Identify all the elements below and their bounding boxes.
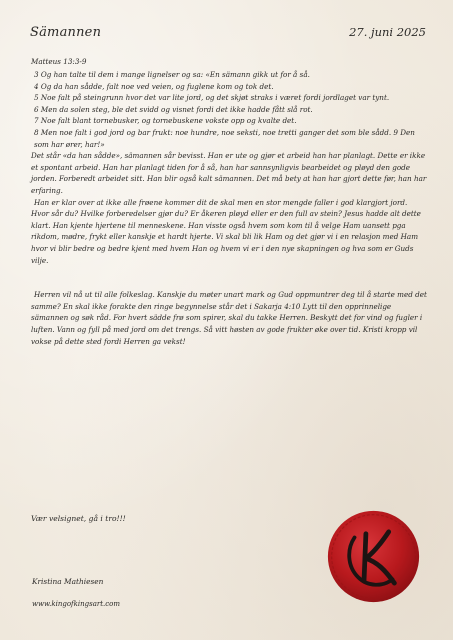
paragraph-3: Herren vil nå ut til alle folkeslag. Kanskje du møter unart mark og Gud oppmuntrer deg til å starte med det samme? En skal ikke forakte den ringe begynnelse står det i Sakarja 4:10 Lytt til den opprinnelige sämannen og søk råd. For hvert sädde frø som spirer, skal du takke Herren. Beskytt det for vind og fugler i luften. Vann og fyll på med jord om det trengs. Så vitt høsten av gode frukter øke over tid. Kristi kropp vil vokse på dette sted fordi Herren ga vekst! [31,290,427,346]
wax-seal-logo [326,509,421,604]
verse-6: 6 Men da solen steg, ble det svidd og visnet fordi det ikke hadde fått slå rot. [34,104,313,114]
paragraph-2: Han er klar over at ikke alle frøene kommer dit de skal men en stor mengde faller i god klargjort jord. Hvor sår du? Hvilke forberedelser gjør du? Er åkeren pløyd eller er den full av stein? Jesus hadde alt dette klart. Han kjente hjertene til menneskene. Han visste også hvem som kom til å velge Ham uansett pga rikdom, mødre, frykt eller kanskje et hardt hjerte. Vi skal bli lik Ham og det gjør vi i en relasjon med Ham hvor vi blir bedre og bedre kjent med hvem Han og hvem vi er i den nye skapningen og hva som er Guds vilje. [31,197,421,265]
verse-4: 4 Og da han sådde, falt noe ved veien, og fuglene kom og tok det. [34,81,274,91]
seal-disc [328,511,419,602]
paragraph-spacer [31,266,427,289]
scripture-reference: Matteus 13:3-9 [31,57,87,66]
document-body [31,56,427,347]
verse-5: 5 Noe falt på steingrunn hvor det var lite jord, og det skjøt straks i været fordi jordlaget var tynt. [34,93,390,103]
verse-8-9: 8 Men noe falt i god jord og bar frukt: noe hundre, noe seksti, noe tretti ganger det som ble sådd. 9 Den som har ører, har!» [34,128,415,149]
verse-7: 7 Noe falt blant tornebusker, og tornebuskene vokste opp og kvalte det. [34,116,297,126]
author-signature: Kristina Mathiesen [32,577,104,586]
closing-blessing: Vær velsignet, gå i tro!!! [31,514,126,523]
paragraph-1: Det står «da han sådde», sämannen sår bevisst. Han er ute og gjør et arbeid han har planlagt. Dette er ikke et spontant arbeid. Han har planlagt tiden for å så, han har sannsynligvis bearbeidet og pløyd den gode jorden. Forberedt arbeidet sitt. Han blir også kalt sämannen. Det må bety at han har gjort dette før, han har erfaring. [31,151,427,196]
verse-3: 3 Og han talte til dem i mange lignelser og sa: «En sämann gikk ut for å så. [34,70,310,80]
document-date: 27. juni 2025 [349,25,426,39]
document-title: Sämannen [30,25,102,40]
website-link[interactable]: www.kingofkingsart.com [32,600,121,608]
